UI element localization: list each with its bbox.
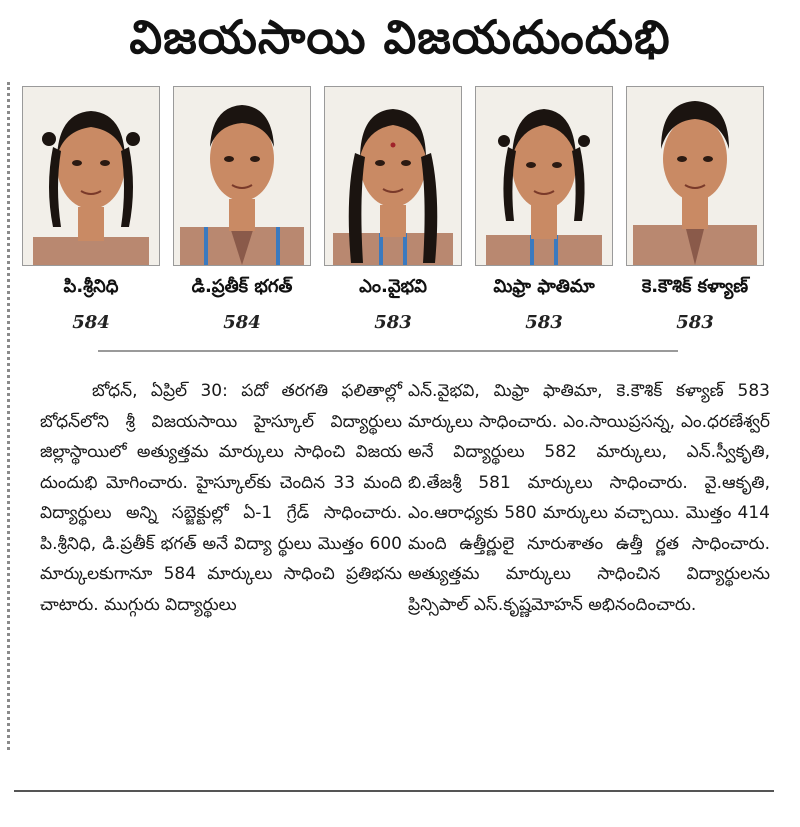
article-column-left: బోధన్, ఏప్రిల్ 30: పదో తరగతి ఫలితాల్లో బోధన్‌లోని శ్రీ విజయసాయి హైస్కూల్ విద్యార్థులు జిల్లాస్థాయిలో అత్యుత్తమ మార్కులు సాధించి విజయ దుందుభి మోగించారు. హైస్కూల్‌కు చెందిన 33 మంది విద్యార్థులు అన్ని సబ్జెక్టుల్లో ఏ-1 గ్రేడ్ సాధించారు. పి.శ్రీనిధి, డి.ప్రతీక్ భగత్ అనే విద్యా ర్థులు మొత్తం 600 మార్కులకుగానూ 584 మార్కులు సాధించి ప్రతిభను చాటారు. ముగ్గురు విద్యార్థులు <box>40 381 402 615</box>
student-marks: 583 <box>676 312 714 333</box>
student-photo-row <box>22 86 762 336</box>
student-marks: 583 <box>374 312 412 333</box>
student-photo <box>324 86 462 266</box>
student-card <box>22 86 160 336</box>
student-photo <box>173 86 311 266</box>
student-name: కె.కౌశిక్ కళ్యాణ్ <box>641 276 749 297</box>
student-name: డి.ప్రతీక్ భగత్ <box>191 276 293 297</box>
student-photo <box>475 86 613 266</box>
article-column-right: ఎన్.వైభవి, మిఫ్రా ఫాతిమా, కె.కౌశిక్ కళ్యాణ్ 583 మార్కులు సాధించారు. ఎం.సాయిప్రసన్న, ఎం.ధరణేశ్వర్ అనే విద్యార్థులు 582 మార్కులు, ఎన్.స్వీకృతి, బి.తేజశ్రీ 581 మార్కులు సాధించారు. వై.ఆకృతి, ఎం.ఆరాధ్యకు 580 మార్కులు వచ్చాయి. మొత్తం 414 మంది ఉత్తీర్ణులై నూరుశాతం ఉత్తీ ర్ణత సాధించారు. అత్యుత్తమ మార్కులు సాధించిన విద్యార్థులను ప్రిన్సిపాల్ ఎస్.కృష్ణమోహన్ అభినందించారు. <box>408 381 770 615</box>
student-card <box>173 86 311 336</box>
student-card <box>475 86 613 336</box>
student-card <box>626 86 764 336</box>
student-photo <box>626 86 764 266</box>
student-photo <box>22 86 160 266</box>
student-card <box>324 86 462 336</box>
section-divider <box>98 350 678 352</box>
student-name: మిఫ్రా ఫాతిమా <box>493 276 595 297</box>
student-name: పి.శ్రీనిధి <box>63 276 119 297</box>
dotted-divider <box>7 82 10 750</box>
student-marks: 584 <box>223 312 261 333</box>
headline: విజయసాయి విజయదుందుభి <box>129 10 671 64</box>
student-name: ఎం.వైభవి <box>359 276 427 297</box>
student-marks: 583 <box>525 312 563 333</box>
student-marks: 584 <box>72 312 110 333</box>
bottom-divider <box>14 790 774 792</box>
